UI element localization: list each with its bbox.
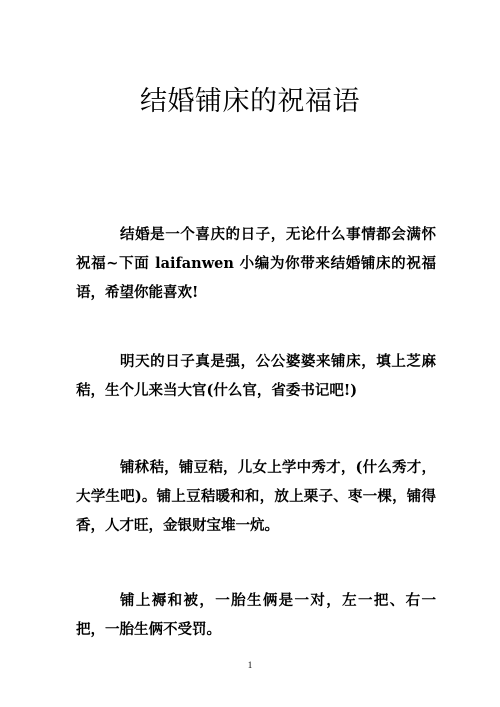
paragraph-intro: 结婚是一个喜庆的日子，无论什么事情都会满怀祝福~下面 laifanwen 小编为你带来结婚铺床的祝福语，希望你能喜欢!	[76, 226, 436, 301]
document-title: 结婚铺床的祝福语	[140, 86, 360, 117]
paragraph-blessing-1: 明天的日子真是强，公公婆婆来铺床，填上芝麻秸，生个儿来当大官(什么官，省委书记吧!)	[76, 353, 436, 399]
paragraph-blessing-2: 铺秫秸，铺豆秸，儿女上学中秀才，(什么秀才，大学生吧)。铺上豆秸暖和和，放上栗子、枣一棵，铺得香，人才旺，金银财宝堆一炕。	[76, 459, 436, 534]
page-number: 1	[247, 660, 253, 670]
paragraph-blessing-3: 铺上褥和被，一胎生俩是一对，左一把、右一把，一胎生俩不受罚。	[76, 592, 436, 638]
